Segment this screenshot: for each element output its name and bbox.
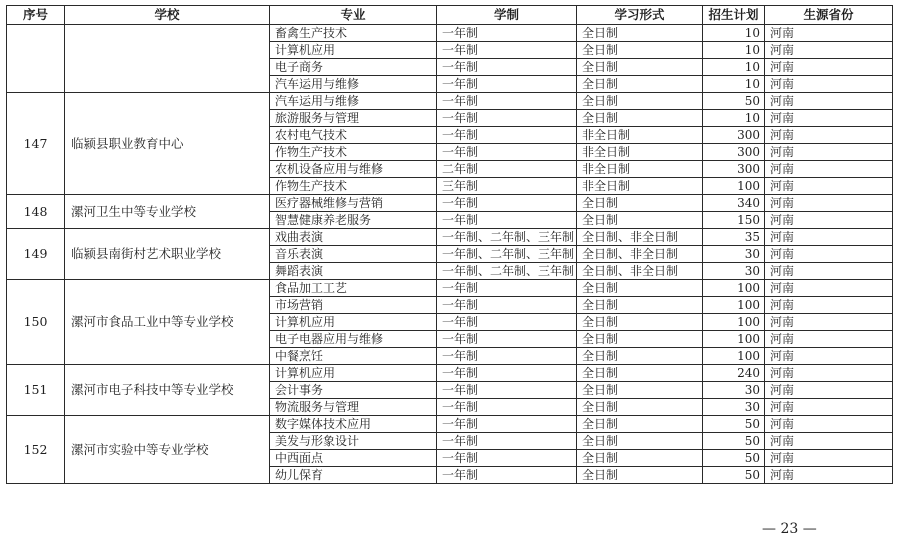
header-mode: 学习形式 <box>577 6 703 25</box>
mode-cell: 全日制、非全日制 <box>577 246 703 263</box>
header-row <box>7 6 893 25</box>
plan-cell: 30 <box>703 263 765 280</box>
system-cell: 一年制 <box>437 365 577 382</box>
major-cell: 舞蹈表演 <box>270 263 437 280</box>
province-cell: 河南 <box>765 467 893 484</box>
province-cell: 河南 <box>765 450 893 467</box>
mode-cell: 全日制 <box>577 59 703 76</box>
system-cell: 一年制 <box>437 331 577 348</box>
major-cell: 美发与形象设计 <box>270 433 437 450</box>
major-cell: 农机设备应用与维修 <box>270 161 437 178</box>
mode-cell: 非全日制 <box>577 127 703 144</box>
mode-cell: 全日制 <box>577 93 703 110</box>
province-cell: 河南 <box>765 399 893 416</box>
province-cell: 河南 <box>765 246 893 263</box>
header-school: 学校 <box>65 6 270 25</box>
major-cell: 汽车运用与维修 <box>270 76 437 93</box>
table-row <box>7 280 893 297</box>
major-cell: 戏曲表演 <box>270 229 437 246</box>
system-cell: 一年制 <box>437 348 577 365</box>
province-cell: 河南 <box>765 229 893 246</box>
major-cell: 计算机应用 <box>270 314 437 331</box>
table-row <box>7 195 893 212</box>
mode-cell: 全日制 <box>577 212 703 229</box>
mode-cell: 全日制 <box>577 433 703 450</box>
major-cell: 畜禽生产技术 <box>270 25 437 42</box>
province-cell: 河南 <box>765 93 893 110</box>
system-cell: 一年制 <box>437 76 577 93</box>
province-cell: 河南 <box>765 59 893 76</box>
seq-cell: 150 <box>7 280 65 365</box>
mode-cell: 全日制 <box>577 42 703 59</box>
school-cell: 临颍县职业教育中心 <box>65 93 270 195</box>
province-cell: 河南 <box>765 212 893 229</box>
major-cell: 电子电器应用与维修 <box>270 331 437 348</box>
mode-cell: 全日制 <box>577 110 703 127</box>
mode-cell: 全日制 <box>577 382 703 399</box>
mode-cell: 全日制 <box>577 450 703 467</box>
system-cell: 一年制、二年制、三年制 <box>437 246 577 263</box>
mode-cell: 全日制、非全日制 <box>577 263 703 280</box>
plan-cell: 35 <box>703 229 765 246</box>
mode-cell: 全日制、非全日制 <box>577 229 703 246</box>
mode-cell: 非全日制 <box>577 178 703 195</box>
major-cell: 智慧健康养老服务 <box>270 212 437 229</box>
school-cell: 漯河卫生中等专业学校 <box>65 195 270 229</box>
mode-cell: 全日制 <box>577 348 703 365</box>
page-number: — 23 — <box>762 521 817 537</box>
system-cell: 一年制 <box>437 25 577 42</box>
seq-cell: 147 <box>7 93 65 195</box>
school-cell: 漯河市实验中等专业学校 <box>65 416 270 484</box>
header-plan: 招生计划 <box>703 6 765 25</box>
province-cell: 河南 <box>765 161 893 178</box>
system-cell: 一年制 <box>437 297 577 314</box>
system-cell: 一年制 <box>437 280 577 297</box>
plan-cell: 100 <box>703 331 765 348</box>
province-cell: 河南 <box>765 365 893 382</box>
seq-cell: 149 <box>7 229 65 280</box>
mode-cell: 全日制 <box>577 416 703 433</box>
system-cell: 一年制 <box>437 144 577 161</box>
plan-cell: 10 <box>703 59 765 76</box>
mode-cell: 全日制 <box>577 25 703 42</box>
province-cell: 河南 <box>765 195 893 212</box>
plan-cell: 340 <box>703 195 765 212</box>
mode-cell: 非全日制 <box>577 144 703 161</box>
major-cell: 计算机应用 <box>270 42 437 59</box>
seq-cell: 151 <box>7 365 65 416</box>
major-cell: 旅游服务与管理 <box>270 110 437 127</box>
table-row <box>7 416 893 433</box>
province-cell: 河南 <box>765 297 893 314</box>
system-cell: 一年制 <box>437 382 577 399</box>
mode-cell: 全日制 <box>577 399 703 416</box>
header-province: 生源省份 <box>765 6 893 25</box>
system-cell: 一年制 <box>437 212 577 229</box>
header-major: 专业 <box>270 6 437 25</box>
plan-cell: 10 <box>703 110 765 127</box>
system-cell: 二年制 <box>437 161 577 178</box>
province-cell: 河南 <box>765 25 893 42</box>
province-cell: 河南 <box>765 263 893 280</box>
plan-cell: 100 <box>703 178 765 195</box>
system-cell: 一年制 <box>437 195 577 212</box>
plan-cell: 100 <box>703 314 765 331</box>
mode-cell: 全日制 <box>577 467 703 484</box>
system-cell: 一年制 <box>437 433 577 450</box>
plan-cell: 30 <box>703 246 765 263</box>
plan-cell: 240 <box>703 365 765 382</box>
province-cell: 河南 <box>765 280 893 297</box>
mode-cell: 全日制 <box>577 331 703 348</box>
school-cell <box>65 25 270 93</box>
table-row <box>7 25 893 42</box>
system-cell: 一年制、二年制、三年制 <box>437 229 577 246</box>
plan-cell: 30 <box>703 382 765 399</box>
major-cell: 中西面点 <box>270 450 437 467</box>
enrollment-table <box>6 5 893 484</box>
plan-cell: 10 <box>703 42 765 59</box>
province-cell: 河南 <box>765 178 893 195</box>
plan-cell: 30 <box>703 399 765 416</box>
province-cell: 河南 <box>765 416 893 433</box>
province-cell: 河南 <box>765 331 893 348</box>
header-seq: 序号 <box>7 6 65 25</box>
major-cell: 音乐表演 <box>270 246 437 263</box>
mode-cell: 全日制 <box>577 314 703 331</box>
seq-cell <box>7 25 65 93</box>
mode-cell: 全日制 <box>577 365 703 382</box>
plan-cell: 300 <box>703 127 765 144</box>
major-cell: 中餐烹饪 <box>270 348 437 365</box>
major-cell: 数字媒体技术应用 <box>270 416 437 433</box>
plan-cell: 150 <box>703 212 765 229</box>
province-cell: 河南 <box>765 314 893 331</box>
table-row <box>7 365 893 382</box>
system-cell: 一年制 <box>437 399 577 416</box>
plan-cell: 300 <box>703 161 765 178</box>
major-cell: 作物生产技术 <box>270 144 437 161</box>
system-cell: 三年制 <box>437 178 577 195</box>
major-cell: 食品加工工艺 <box>270 280 437 297</box>
major-cell: 医疗器械维修与营销 <box>270 195 437 212</box>
school-cell: 漯河市电子科技中等专业学校 <box>65 365 270 416</box>
system-cell: 一年制 <box>437 467 577 484</box>
major-cell: 计算机应用 <box>270 365 437 382</box>
system-cell: 一年制 <box>437 450 577 467</box>
plan-cell: 50 <box>703 93 765 110</box>
system-cell: 一年制 <box>437 416 577 433</box>
plan-cell: 100 <box>703 297 765 314</box>
seq-cell: 152 <box>7 416 65 484</box>
major-cell: 市场营销 <box>270 297 437 314</box>
header-system: 学制 <box>437 6 577 25</box>
province-cell: 河南 <box>765 127 893 144</box>
school-cell: 漯河市食品工业中等专业学校 <box>65 280 270 365</box>
plan-cell: 10 <box>703 25 765 42</box>
plan-cell: 300 <box>703 144 765 161</box>
system-cell: 一年制 <box>437 110 577 127</box>
major-cell: 汽车运用与维修 <box>270 93 437 110</box>
province-cell: 河南 <box>765 382 893 399</box>
table-row <box>7 93 893 110</box>
system-cell: 一年制 <box>437 314 577 331</box>
major-cell: 会计事务 <box>270 382 437 399</box>
province-cell: 河南 <box>765 348 893 365</box>
table-body <box>7 25 893 484</box>
mode-cell: 全日制 <box>577 280 703 297</box>
province-cell: 河南 <box>765 433 893 450</box>
plan-cell: 50 <box>703 416 765 433</box>
major-cell: 农村电气技术 <box>270 127 437 144</box>
province-cell: 河南 <box>765 144 893 161</box>
plan-cell: 10 <box>703 76 765 93</box>
mode-cell: 全日制 <box>577 195 703 212</box>
plan-cell: 100 <box>703 348 765 365</box>
table-row <box>7 229 893 246</box>
province-cell: 河南 <box>765 76 893 93</box>
seq-cell: 148 <box>7 195 65 229</box>
system-cell: 一年制 <box>437 59 577 76</box>
system-cell: 一年制 <box>437 93 577 110</box>
system-cell: 一年制 <box>437 42 577 59</box>
mode-cell: 全日制 <box>577 297 703 314</box>
plan-cell: 100 <box>703 280 765 297</box>
major-cell: 作物生产技术 <box>270 178 437 195</box>
mode-cell: 全日制 <box>577 76 703 93</box>
plan-cell: 50 <box>703 433 765 450</box>
school-cell: 临颍县南街村艺术职业学校 <box>65 229 270 280</box>
plan-cell: 50 <box>703 467 765 484</box>
major-cell: 幼儿保育 <box>270 467 437 484</box>
major-cell: 电子商务 <box>270 59 437 76</box>
mode-cell: 非全日制 <box>577 161 703 178</box>
system-cell: 一年制、二年制、三年制 <box>437 263 577 280</box>
major-cell: 物流服务与管理 <box>270 399 437 416</box>
system-cell: 一年制 <box>437 127 577 144</box>
province-cell: 河南 <box>765 110 893 127</box>
plan-cell: 50 <box>703 450 765 467</box>
province-cell: 河南 <box>765 42 893 59</box>
